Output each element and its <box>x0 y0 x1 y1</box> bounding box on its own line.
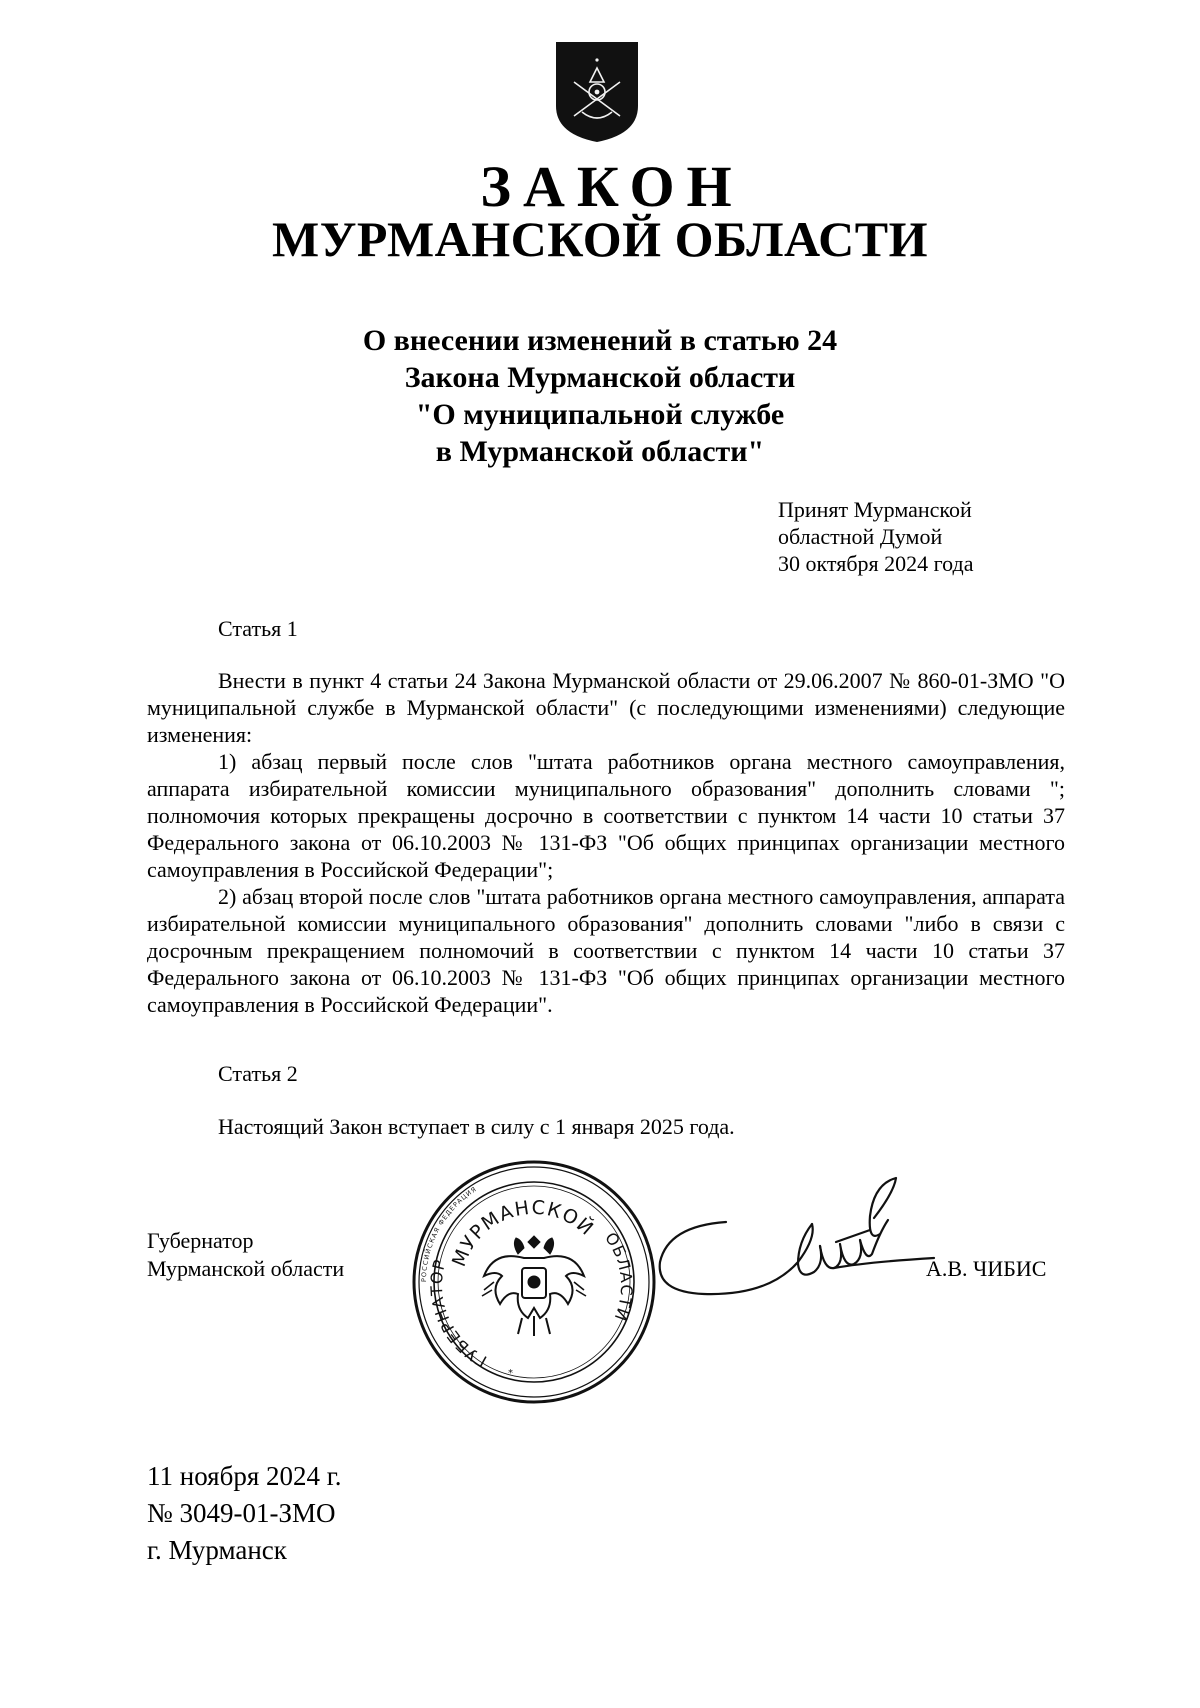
article-1-paragraph: 1) абзац первый после слов "штата работников органа местного самоуправления, аппарата избирательной комиссии муниципального образования" дополнить словами "; полномочия которых прекращены досрочно в соответствии с пунктом 14 части 10 статьи 37 Федерального закона от 06.10.2003 № 131-ФЗ "Об общих принципах организации местного самоуправления в Российской Федерации"; <box>147 749 1065 882</box>
handwritten-signature <box>648 1172 938 1308</box>
svg-text:ОБЛАСТИ <box>601 1229 636 1324</box>
adoption-note <box>778 496 973 577</box>
document-title-line: О внесении изменений в статью 24 <box>362 324 838 357</box>
document-title <box>0 322 1200 470</box>
article-1-paragraph: Внести в пункт 4 статьи 24 Закона Мурманской области от 29.06.2007 № 860-01-ЗМО "О муниципальной службе в Мурманской области" (с последующими изменениями) следующие изменения: <box>147 668 1065 747</box>
official-seal-icon <box>410 1158 658 1406</box>
signer-name: А.В. ЧИБИС <box>926 1256 1047 1281</box>
svg-text:*: * <box>508 1368 513 1379</box>
signer-position-line: Мурманской области <box>147 1256 345 1281</box>
document-title-line: "О муниципальной службе <box>415 398 785 431</box>
region-heading: МУРМАНСКОЙ ОБЛАСТИ <box>272 211 928 267</box>
document-title-line: в Мурманской области" <box>435 435 765 468</box>
signing-city: г. Мурманск <box>147 1535 287 1565</box>
document-type-heading: ЗАКОН <box>480 154 744 219</box>
signing-date: 11 ноября 2024 г. <box>147 1461 342 1491</box>
article-1-title: Статья 1 <box>218 616 298 641</box>
adoption-date: 30 октября 2024 года <box>778 551 974 576</box>
article-2-body <box>147 1113 1065 1140</box>
seal-text-left: ГУБЕРНАТОР <box>426 1256 490 1371</box>
article-2-title: Статья 2 <box>218 1061 298 1086</box>
adoption-note-line: областной Думой <box>778 524 943 549</box>
svg-text:РОССИЙСКАЯ ФЕДЕРАЦИЯ <box>420 1185 478 1282</box>
seal-text-right: ОБЛАСТИ <box>601 1228 637 1325</box>
law-number: № 3049-01-ЗМО <box>147 1498 336 1528</box>
seal-text-top: МУРМАНСКОЙ <box>447 1196 599 1270</box>
adoption-note-line: Принят Мурманской <box>778 497 972 522</box>
coat-of-arms-icon <box>552 38 642 146</box>
signer-position <box>147 1227 344 1283</box>
article-1-body <box>147 667 1065 1018</box>
seal-outer-text: РОССИЙСКАЯ ФЕДЕРАЦИЯ <box>419 1184 479 1283</box>
document-footer <box>147 1458 342 1569</box>
article-2-paragraph: Настоящий Закон вступает в силу с 1 января 2025 года. <box>218 1114 735 1139</box>
article-1-paragraph: 2) абзац второй после слов "штата работников органа местного самоуправления, аппарата избирательной комиссии муниципального образования" дополнить словами "либо в связи с досрочным прекращением полномочий в соответствии с пунктом 14 части 10 статьи 37 Федерального закона от 06.10.2003 № 131-ФЗ "Об общих принципах организации местного самоуправления в Российской Федерации". <box>147 884 1065 1017</box>
signer-position-line: Губернатор <box>147 1228 254 1253</box>
document-title-line: Закона Мурманской области <box>404 361 796 394</box>
